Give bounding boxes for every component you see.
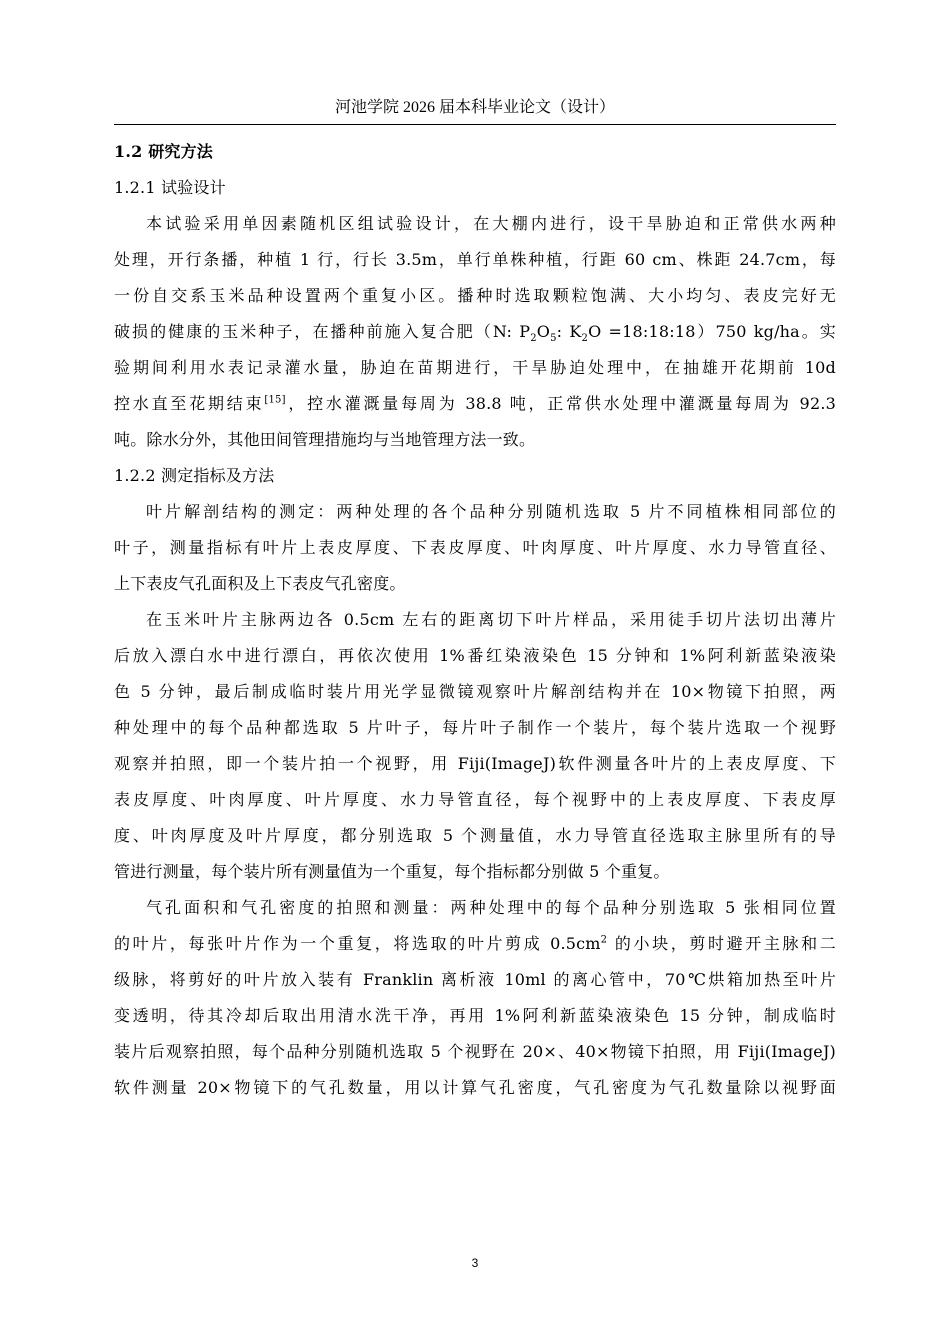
text-line: 后放入漂白水中进行漂白，再依次使用 1%番红染液染色 15 分钟和 1%阿利新蓝染液染 — [114, 646, 836, 665]
text-line: 观察并拍照，即一个装片拍一个视野，用 Fiji(ImageJ)软件测量各叶片的上表皮厚度、下 — [114, 754, 836, 773]
paragraph-stomata-method — [114, 890, 836, 1106]
text-line: 在玉米叶片主脉两边各 0.5cm 左右的距离切下叶片样品，采用徒手切片法切出薄片 — [146, 610, 836, 629]
text-line-citation: 控水直至花期结束[15]，控水灌溉量每周为 38.8 吨，正常供水处理中灌溉量每周为 92.3 — [114, 394, 836, 413]
text-line-fertilizer: 破损的健康的玉米种子，在播种前施入复合肥（N: $P_2O_5$: $K_2O$ =18:18:18）750 kg/ha。实 — [114, 322, 836, 345]
document-body — [114, 134, 836, 1106]
running-header: 河池学院 2026 届本科毕业论文（设计） — [334, 99, 615, 116]
text-line: 气孔面积和气孔密度的拍照和测量：两种处理中的每个品种分别选取 5 张相同位置 — [146, 898, 836, 917]
text-line: 度、叶肉厚度及叶片厚度，都分别选取 5 个测量值，水力导管直径选取主脉里所有的导 — [114, 826, 836, 845]
text-line: 表皮厚度、叶肉厚度、叶片厚度、水力导管直径，每个视野中的上表皮厚度、下表皮厚 — [114, 790, 836, 809]
text-line: 级脉，将剪好的叶片放入装有 Franklin 离析液 10ml 的离心管中，70℃烘箱加热至叶片 — [114, 970, 836, 989]
text-line: 处理，开行条播，种植 1 行，行长 3.5m，单行单株种植，行距 60 cm、株距 24.7cm，每 — [114, 250, 836, 269]
text-line: 上下表皮气孔面积及上下表皮气孔密度。 — [114, 574, 406, 593]
subsection-heading-measurement-methods: 1.2.2 测定指标及方法 — [114, 466, 275, 485]
text-line: 本试验采用单因素随机区组试验设计，在大棚内进行，设干旱胁迫和正常供水两种 — [146, 214, 836, 233]
page-number: 3 — [471, 1256, 479, 1270]
section-heading: 1.2 研究方法 — [114, 142, 214, 161]
text-line: 管进行测量，每个装片所有测量值为一个重复，每个指标都分别做 5 个重复。 — [114, 862, 670, 881]
text-line: 叶子，测量指标有叶片上表皮厚度、下表皮厚度、叶肉厚度、叶片厚度、水力导管直径、 — [114, 538, 836, 557]
text-line: 一份自交系玉米品种设置两个重复小区。播种时选取颗粒饱满、大小均匀、表皮完好无 — [114, 286, 836, 305]
paragraph-leaf-anatomy — [114, 494, 836, 602]
text-line-area: 的叶片，每张叶片作为一个重复，将选取的叶片剪成 $0.5cm^2$ 的小块，剪时避开主脉和二 — [114, 934, 836, 953]
text-line: 验期间利用水表记录灌水量，胁迫在苗期进行，干旱胁迫处理中，在抽雄开花期前 10d — [114, 358, 836, 377]
text-line: 种处理中的每个品种都选取 5 片叶子，每片叶子制作一个装片，每个装片选取一个视野 — [114, 718, 836, 737]
text-line: 叶片解剖结构的测定：两种处理的各个品种分别随机选取 5 片不同植株相同部位的 — [146, 502, 836, 521]
paragraph-experimental-design — [114, 206, 836, 458]
text-line: 变透明，待其冷却后取出用清水洗干净，再用 1%阿利新蓝染液染色 15 分钟，制成临时 — [114, 1006, 836, 1025]
text-line: 色 5 分钟，最后制成临时装片用光学显微镜观察叶片解剖结构并在 10×物镜下拍照，两 — [114, 682, 836, 701]
header-rule — [114, 124, 836, 125]
text-line: 装片后观察拍照，每个品种分别随机选取 5 个视野在 20×、40×物镜下拍照，用 Fiji(ImageJ) — [114, 1042, 836, 1061]
text-line: 软件测量 20×物镜下的气孔数量，用以计算气孔密度，气孔密度为气孔数量除以视野面 — [114, 1078, 836, 1097]
subsection-heading-experimental-design: 1.2.1 试验设计 — [114, 178, 226, 197]
paragraph-sectioning-method — [114, 602, 836, 890]
text-line: 吨。除水分外，其他田间管理措施均与当地管理方法一致。 — [114, 430, 536, 449]
citation-reference: [15] — [264, 394, 286, 406]
